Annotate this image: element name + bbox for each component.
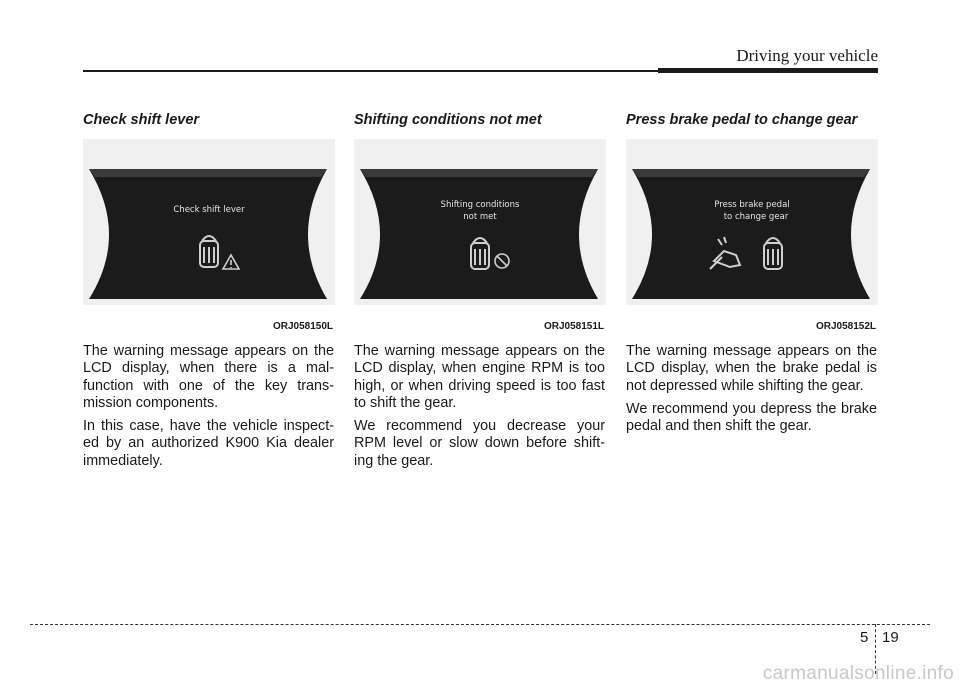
- section-body: [83, 343, 334, 476]
- lcd-figure: [354, 139, 606, 305]
- figure-code: ORJ058151L: [543, 321, 604, 332]
- figure-code: ORJ058152L: [815, 321, 876, 332]
- lcd-message-line: not met: [463, 212, 497, 222]
- lcd-message-line: Press brake pedal: [714, 200, 790, 210]
- cluster-display-illustration: [354, 139, 606, 305]
- figure-code: ORJ058150L: [272, 321, 333, 332]
- paragraph: In this case, have the vehicle inspect-ed by an authorized K900 Kia dealer immediately.: [83, 418, 334, 469]
- page-number: 19: [882, 629, 899, 646]
- lcd-message-line: to change gear: [723, 212, 789, 222]
- lcd-message-line: Check shift lever: [173, 205, 245, 215]
- paragraph: We recommend you decrease your RPM level or slow down before shift-ing the gear.: [354, 418, 605, 469]
- section-shifting-conditions-not-met: [354, 110, 606, 469]
- cluster-display-illustration: [626, 139, 878, 305]
- paragraph: The warning message appears on the LCD display, when the brake pedal is not depressed while shifting the gear.: [626, 343, 877, 394]
- section-press-brake-pedal: [626, 110, 878, 435]
- section-body: [626, 343, 877, 441]
- lcd-figure: [83, 139, 335, 305]
- watermark: carmanualsonline.info: [762, 663, 954, 684]
- footer-rule: [30, 624, 930, 625]
- header-rule-accent: [658, 68, 878, 73]
- lcd-message-line: Shifting conditions: [440, 200, 520, 210]
- section-check-shift-lever: [83, 110, 335, 469]
- section-body: [354, 343, 605, 476]
- section-title: Check shift lever: [83, 112, 200, 128]
- paragraph: We recommend you depress the brake pedal and then shift the gear.: [626, 400, 877, 435]
- section-title: Press brake pedal to change gear: [626, 112, 858, 128]
- page-header-title: Driving your vehicle: [736, 46, 878, 65]
- lcd-figure: [626, 139, 878, 305]
- chapter-number: 5: [860, 629, 869, 646]
- section-title: Shifting conditions not met: [354, 112, 542, 128]
- paragraph: The warning message appears on the LCD display, when engine RPM is too high, or when driving speed is too fast to shift the gear.: [354, 343, 605, 411]
- paragraph: The warning message appears on the LCD display, when there is a mal-function with one of the key trans-mission components.: [83, 343, 334, 411]
- cluster-display-illustration: [83, 139, 335, 305]
